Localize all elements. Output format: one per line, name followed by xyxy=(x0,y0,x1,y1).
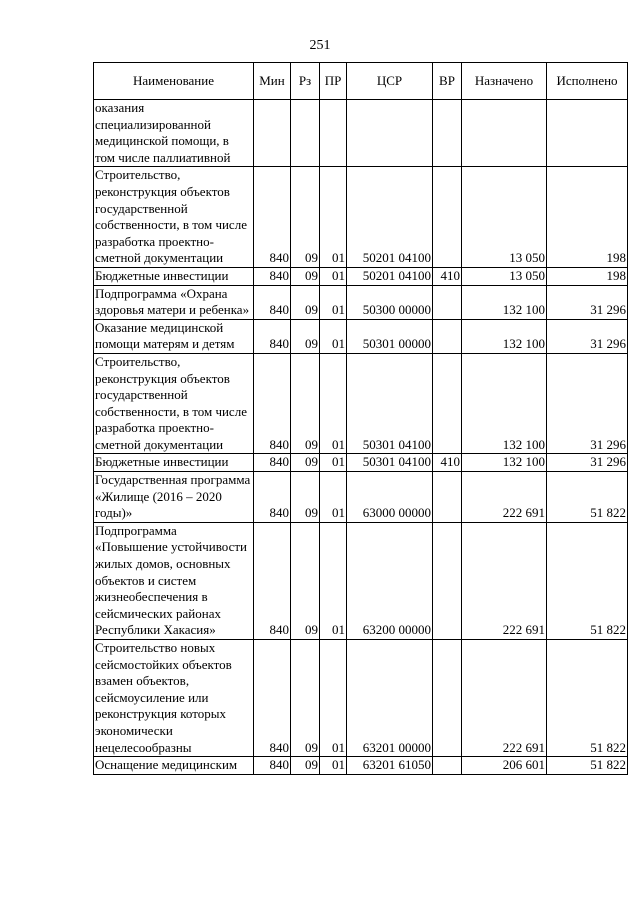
table-row xyxy=(94,267,628,285)
cell-vr xyxy=(433,640,462,757)
cell-assigned: 222 691 xyxy=(462,640,547,757)
col-header-pr: ПР xyxy=(320,63,347,100)
cell-executed: 31 296 xyxy=(547,454,628,472)
col-header-csr: ЦСР xyxy=(347,63,433,100)
cell-name: Строительство, реконструкция объектов государственной собственности, в том числе разработка проектно-сметной документации xyxy=(94,167,254,268)
cell-vr xyxy=(433,319,462,353)
cell-executed: 31 296 xyxy=(547,319,628,353)
cell-pr: 01 xyxy=(320,472,347,523)
col-header-executed: Исполнено xyxy=(547,63,628,100)
cell-assigned: 132 100 xyxy=(462,319,547,353)
cell-vr: 410 xyxy=(433,267,462,285)
cell-pr xyxy=(320,100,347,167)
cell-csr: 63201 00000 xyxy=(347,640,433,757)
table-row xyxy=(94,640,628,757)
table-row xyxy=(94,454,628,472)
budget-table xyxy=(93,62,628,775)
cell-assigned: 13 050 xyxy=(462,167,547,268)
cell-csr: 50301 00000 xyxy=(347,319,433,353)
table-row xyxy=(94,353,628,454)
cell-pr: 01 xyxy=(320,319,347,353)
cell-rz: 09 xyxy=(291,267,320,285)
cell-executed: 51 822 xyxy=(547,472,628,523)
cell-pr: 01 xyxy=(320,757,347,775)
col-header-min: Мин xyxy=(254,63,291,100)
cell-assigned xyxy=(462,100,547,167)
cell-executed: 51 822 xyxy=(547,640,628,757)
table-row xyxy=(94,319,628,353)
cell-vr xyxy=(433,472,462,523)
page-number: 251 xyxy=(309,38,331,53)
cell-rz: 09 xyxy=(291,757,320,775)
cell-min: 840 xyxy=(254,267,291,285)
cell-vr xyxy=(433,167,462,268)
cell-min: 840 xyxy=(254,285,291,319)
cell-name: Оказание медицинской помощи матерям и детям xyxy=(94,319,254,353)
cell-vr xyxy=(433,100,462,167)
cell-executed: 198 xyxy=(547,267,628,285)
cell-csr: 63200 00000 xyxy=(347,522,433,639)
cell-pr: 01 xyxy=(320,285,347,319)
cell-min: 840 xyxy=(254,640,291,757)
col-header-rz: Рз xyxy=(291,63,320,100)
cell-assigned: 132 100 xyxy=(462,353,547,454)
cell-min xyxy=(254,100,291,167)
cell-csr: 63201 61050 xyxy=(347,757,433,775)
cell-name: Подпрограмма «Повышение устойчивости жилых домов, основных объектов и систем жизнеобеспечения в сейсмических районах Республики Хакасия» xyxy=(94,522,254,639)
cell-csr: 50201 04100 xyxy=(347,167,433,268)
cell-assigned: 206 601 xyxy=(462,757,547,775)
table-row xyxy=(94,472,628,523)
cell-name: Государственная программа «Жилище (2016 – 2020 годы)» xyxy=(94,472,254,523)
cell-min: 840 xyxy=(254,757,291,775)
cell-min: 840 xyxy=(254,454,291,472)
cell-executed: 51 822 xyxy=(547,522,628,639)
cell-assigned: 222 691 xyxy=(462,522,547,639)
cell-rz: 09 xyxy=(291,472,320,523)
cell-pr: 01 xyxy=(320,267,347,285)
cell-name: Бюджетные инвестиции xyxy=(94,454,254,472)
cell-vr: 410 xyxy=(433,454,462,472)
table-row xyxy=(94,100,628,167)
cell-min: 840 xyxy=(254,472,291,523)
cell-name: Строительство, реконструкция объектов государственной собственности, в том числе разработка проектно-сметной документации xyxy=(94,353,254,454)
cell-rz: 09 xyxy=(291,353,320,454)
cell-rz xyxy=(291,100,320,167)
cell-executed: 31 296 xyxy=(547,353,628,454)
cell-executed: 198 xyxy=(547,167,628,268)
cell-vr xyxy=(433,285,462,319)
cell-csr: 50300 00000 xyxy=(347,285,433,319)
cell-csr: 50301 04100 xyxy=(347,454,433,472)
cell-executed xyxy=(547,100,628,167)
cell-name: оказания специализированной медицинской помощи, в том числе паллиативной xyxy=(94,100,254,167)
cell-min: 840 xyxy=(254,167,291,268)
table-row xyxy=(94,522,628,639)
cell-name: Подпрограмма «Охрана здоровья матери и ребенка» xyxy=(94,285,254,319)
cell-min: 840 xyxy=(254,319,291,353)
cell-name: Бюджетные инвестиции xyxy=(94,267,254,285)
table-row xyxy=(94,167,628,268)
col-header-assigned: Назначено xyxy=(462,63,547,100)
cell-pr: 01 xyxy=(320,522,347,639)
col-header-name: Наименование xyxy=(94,63,254,100)
cell-min: 840 xyxy=(254,522,291,639)
cell-rz: 09 xyxy=(291,285,320,319)
cell-name: Строительство новых сейсмостойких объектов взамен объектов, сейсмоусиление или реконструкция которых экономически нецелесообразны xyxy=(94,640,254,757)
cell-csr: 63000 00000 xyxy=(347,472,433,523)
cell-assigned: 222 691 xyxy=(462,472,547,523)
cell-assigned: 132 100 xyxy=(462,285,547,319)
cell-pr: 01 xyxy=(320,454,347,472)
cell-name: Оснащение медицинским xyxy=(94,757,254,775)
table-header-row xyxy=(94,63,628,100)
cell-vr xyxy=(433,353,462,454)
cell-min: 840 xyxy=(254,353,291,454)
cell-rz: 09 xyxy=(291,454,320,472)
cell-vr xyxy=(433,522,462,639)
col-header-vr: ВР xyxy=(433,63,462,100)
cell-rz: 09 xyxy=(291,167,320,268)
table-row xyxy=(94,285,628,319)
cell-csr xyxy=(347,100,433,167)
cell-pr: 01 xyxy=(320,353,347,454)
cell-executed: 51 822 xyxy=(547,757,628,775)
cell-assigned: 132 100 xyxy=(462,454,547,472)
cell-pr: 01 xyxy=(320,167,347,268)
table-row xyxy=(94,757,628,775)
cell-csr: 50301 04100 xyxy=(347,353,433,454)
cell-vr xyxy=(433,757,462,775)
cell-rz: 09 xyxy=(291,522,320,639)
cell-rz: 09 xyxy=(291,319,320,353)
cell-rz: 09 xyxy=(291,640,320,757)
cell-executed: 31 296 xyxy=(547,285,628,319)
cell-assigned: 13 050 xyxy=(462,267,547,285)
cell-csr: 50201 04100 xyxy=(347,267,433,285)
cell-pr: 01 xyxy=(320,640,347,757)
